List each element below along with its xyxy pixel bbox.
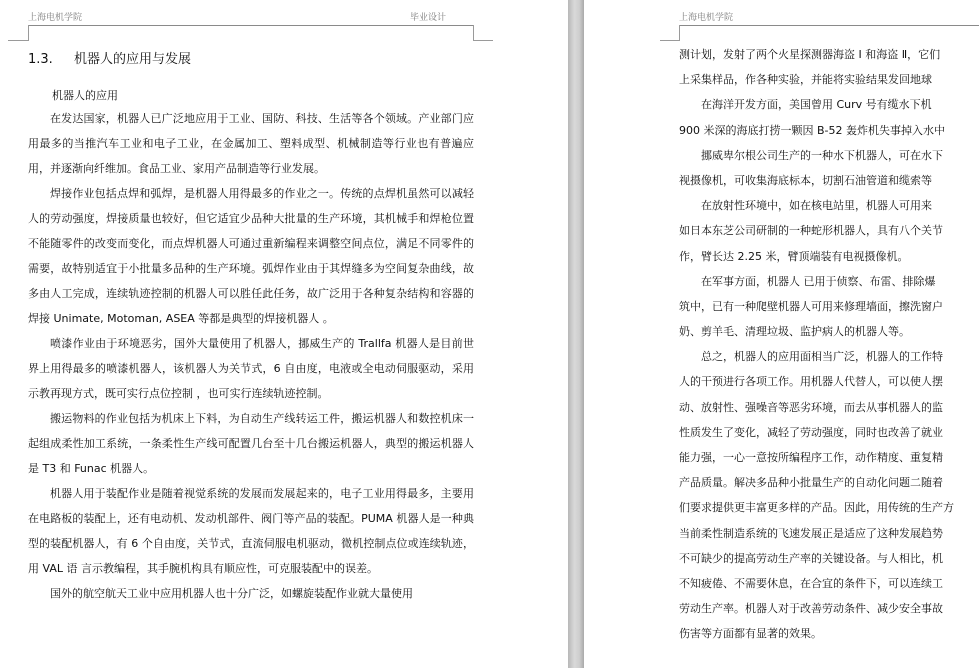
text-line: 伤害等方面都有显著的效果。 — [679, 627, 822, 641]
text-line: 在放射性环境中，如在核电站里，机器人可用来 — [701, 199, 932, 213]
text-line: 筑中，已有一种爬壁机器人可用来修理墙面，擦洗窗户 — [679, 299, 943, 313]
text-line: 能力强，一心一意按所编程序工作，动作精度、重复精 — [679, 451, 943, 464]
body-text-right — [679, 42, 979, 647]
text-line: 性质发生了变化，减轻了劳动强度，同时也改善了就业 — [679, 425, 943, 439]
page-gutter — [568, 0, 584, 668]
paragraph: 机器人用于装配作业是随着视觉系统的发展而发展起来的，电子工业用得最多，主要用在电路板的装配上，还有电动机、发动机部件、阀门等产品的装配。PUMA 机器人是一种典型的装配机器人，有 6 个自由度，关节式，直流伺服电机驱动，微机控制点位或连续轨迹，用 VAL 语 言示教编程，其手腕机构具有顺应性，可克服装配中的误差。 — [28, 487, 474, 575]
header-school-name: 上海电机学院 — [28, 13, 83, 23]
header-rule — [28, 25, 474, 26]
text-line: 作，臂长达 2.25 米，臂顶端装有电视摄像机。 — [679, 249, 909, 263]
crop-mark-left — [28, 25, 29, 41]
crop-mark-right-h — [473, 40, 493, 41]
text-line: 在海洋开发方面，美国曾用 Curv 号有缆水下机 — [701, 98, 932, 112]
text-line: 产品质量。解决多品种小批量生产的自动化问题二随着 — [679, 476, 943, 490]
text-line: 奶、剪羊毛、清理垃圾、监护病人的机器人等。 — [679, 325, 910, 339]
text-line: 挪威卑尔根公司生产的一种水下机器人，可在水下 — [701, 148, 943, 162]
header-school-name-right: 上海电机学院 — [679, 13, 734, 23]
text-line: 上采集样品，作各种实验，并能将实验结果发回地球 — [679, 73, 932, 87]
paragraph: 喷漆作业由于环境恶劣，国外大量使用了机器人，挪威生产的 Trallfa 机器人是目前世界上用得最多的喷漆机器人，该机器人为关节式，6 自由度，电液或全电动伺服驱动，采用示教再现方式，既可实行点位控制 ，也可实行连续轨迹控制。 — [28, 337, 474, 400]
text-line: 劳动生产率。机器人对于改善劳动条件、减少安全事故 — [679, 602, 943, 616]
paragraph: 国外的航空航天工业中应用机器人也十分广泛，如螺旋装配作业就大量使用 — [50, 587, 413, 600]
header-doc-type: 毕业设计 — [410, 13, 447, 23]
text-line: 不可缺少的提高劳动生产率的关键设备。与人相比，机 — [679, 551, 943, 565]
subsection-heading: 机器人的应用 — [52, 89, 118, 102]
paragraph: 在发达国家，机器人已广泛地应用于工业、国防、科技、生活等各个领域。产业部门应用最多的当推汽车工业和电子工业，在金属加工、塑料成型、机械制造等行业也有普遍应用，并逐渐向纤维加。食品工业、家用产品制造等行业发展。 — [28, 112, 474, 175]
paragraph: 搬运物料的作业包括为机床上下料，为自动生产线转运工件，搬运机器人和数控机床一起组成柔性加工系统，一条柔性生产线可配置几台至十几台搬运机器人，典型的搬运机器人是 T3 和 Funac 机器人。 — [28, 412, 474, 475]
text-line: 不知疲倦、不需要休息，在合宜的条件下，可以连续工 — [679, 576, 943, 590]
text-line: 人的干预进行各项工作。用机器人代替人，可以使人摆 — [679, 375, 943, 389]
section-number: 1.3. — [28, 52, 53, 67]
section-title: 机器人的应用与发展 — [74, 52, 192, 67]
text-line: 在军事方面，机器人 已用于侦察、布雷、排除爆 — [701, 274, 936, 288]
crop-mark-right-page — [679, 25, 680, 41]
header-rule-right — [679, 25, 979, 26]
text-line: 动、放射性、强噪音等恶劣环境，而去从事机器人的监 — [679, 400, 943, 414]
text-line: 如日本东芝公司研制的一种蛇形机器人，具有八个关节 — [679, 224, 943, 238]
crop-mark-right — [473, 25, 474, 41]
text-line: 们要求提供更丰富更多样的产品。因此，用传统的生产方 — [679, 501, 954, 515]
text-line: 900 米深的海底打捞一颗因 B-52 轰炸机失事掉入水中 — [679, 123, 945, 137]
section-heading — [28, 48, 191, 67]
text-line: 视摄像机，可收集海底标本，切割石油管道和缆索等 — [679, 173, 932, 187]
text-line: 总之，机器人的应用面相当广泛，机器人的工作特 — [701, 350, 943, 364]
paragraph: 焊接作业包括点焊和弧焊，是机器人用得最多的作业之一。传统的点焊机虽然可以减轻人的劳动强度，焊接质量也较好，但它适宜少品种大批量的生产环境，其机械手和焊枪位置不能随零件的改变而变化，而点焊机器人可通过重新编程来调整空间点位，满足不同零件的需要，故特别适宜于小批量多品种的生产环境。弧焊作业由于其焊缝多为空间复杂曲线，故多由人工完成，连续轨迹控制的机器人可以胜任此任务，故广泛用于各种复杂结构和容器的焊接 Unimate, Motoman, ASEA 等都是典型的焊接机器人 。 — [28, 187, 474, 325]
body-text — [28, 106, 474, 606]
text-line: 当前柔性制造系统的飞速发展正是适应了这种发展趋势 — [679, 526, 943, 540]
text-line: 测计划，发射了两个火星探测器海盗 Ⅰ 和海盗 Ⅱ，它们 — [679, 48, 941, 61]
crop-mark-left-h — [8, 40, 28, 41]
crop-mark-right-page-h — [660, 40, 680, 41]
